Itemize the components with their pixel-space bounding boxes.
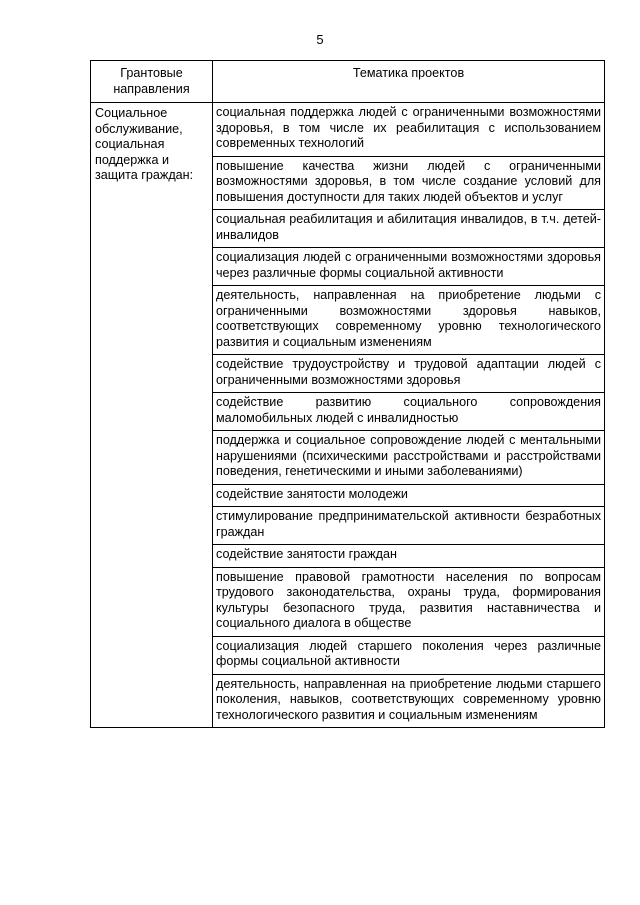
grant-topics-table [90, 60, 605, 728]
topic-cell: социальная реабилитация и абилитация инвалидов, в т.ч. детей-инвалидов [213, 210, 605, 248]
grant-direction-cell: Социальное обслуживание, социальная поддержка и защита граждан: [91, 103, 213, 728]
topic-cell: стимулирование предпринимательской активности безработных граждан [213, 507, 605, 545]
topic-cell: повышение качества жизни людей с ограниченными возможностями здоровья, в том числе создание условий для повышения доступности для таких людей объектов и услуг [213, 156, 605, 210]
header-grant-directions: Грантовые направления [91, 61, 213, 103]
topic-cell: деятельность, направленная на приобретение людьми с ограниченными возможностями здоровья навыков, соответствующих современному уровню технологического развития и социальным изменениям [213, 286, 605, 355]
topic-cell: содействие занятости молодежи [213, 484, 605, 507]
table-row [91, 103, 605, 157]
header-project-topics: Тематика проектов [213, 61, 605, 103]
topic-cell: содействие занятости граждан [213, 545, 605, 568]
topic-cell: деятельность, направленная на приобретение людьми старшего поколения, навыков, соответствующих современному уровню технологического развития и социальным изменениям [213, 674, 605, 728]
topic-cell: поддержка и социальное сопровождение людей с ментальными нарушениями (психическими расстройствами и расстройствами поведения, генетическими и иными заболеваниями) [213, 431, 605, 485]
topic-cell: содействие трудоустройству и трудовой адаптации людей с ограниченными возможностями здоровья [213, 355, 605, 393]
table-header-row [91, 61, 605, 103]
topic-cell: социализация людей старшего поколения через различные формы социальной активности [213, 636, 605, 674]
topic-cell: содействие развитию социального сопровождения маломобильных людей с инвалидностью [213, 393, 605, 431]
page-number: 5 [316, 32, 324, 47]
topic-cell: социализация людей с ограниченными возможностями здоровья через различные формы социальной активности [213, 248, 605, 286]
topic-cell: социальная поддержка людей с ограниченными возможностями здоровья, в том числе их реабилитация с использованием современных технологий [213, 103, 605, 157]
topic-cell: повышение правовой грамотности населения по вопросам трудового законодательства, охраны труда, формирования культуры безопасного труда, развития наставничества и социального диалога в обществе [213, 567, 605, 636]
